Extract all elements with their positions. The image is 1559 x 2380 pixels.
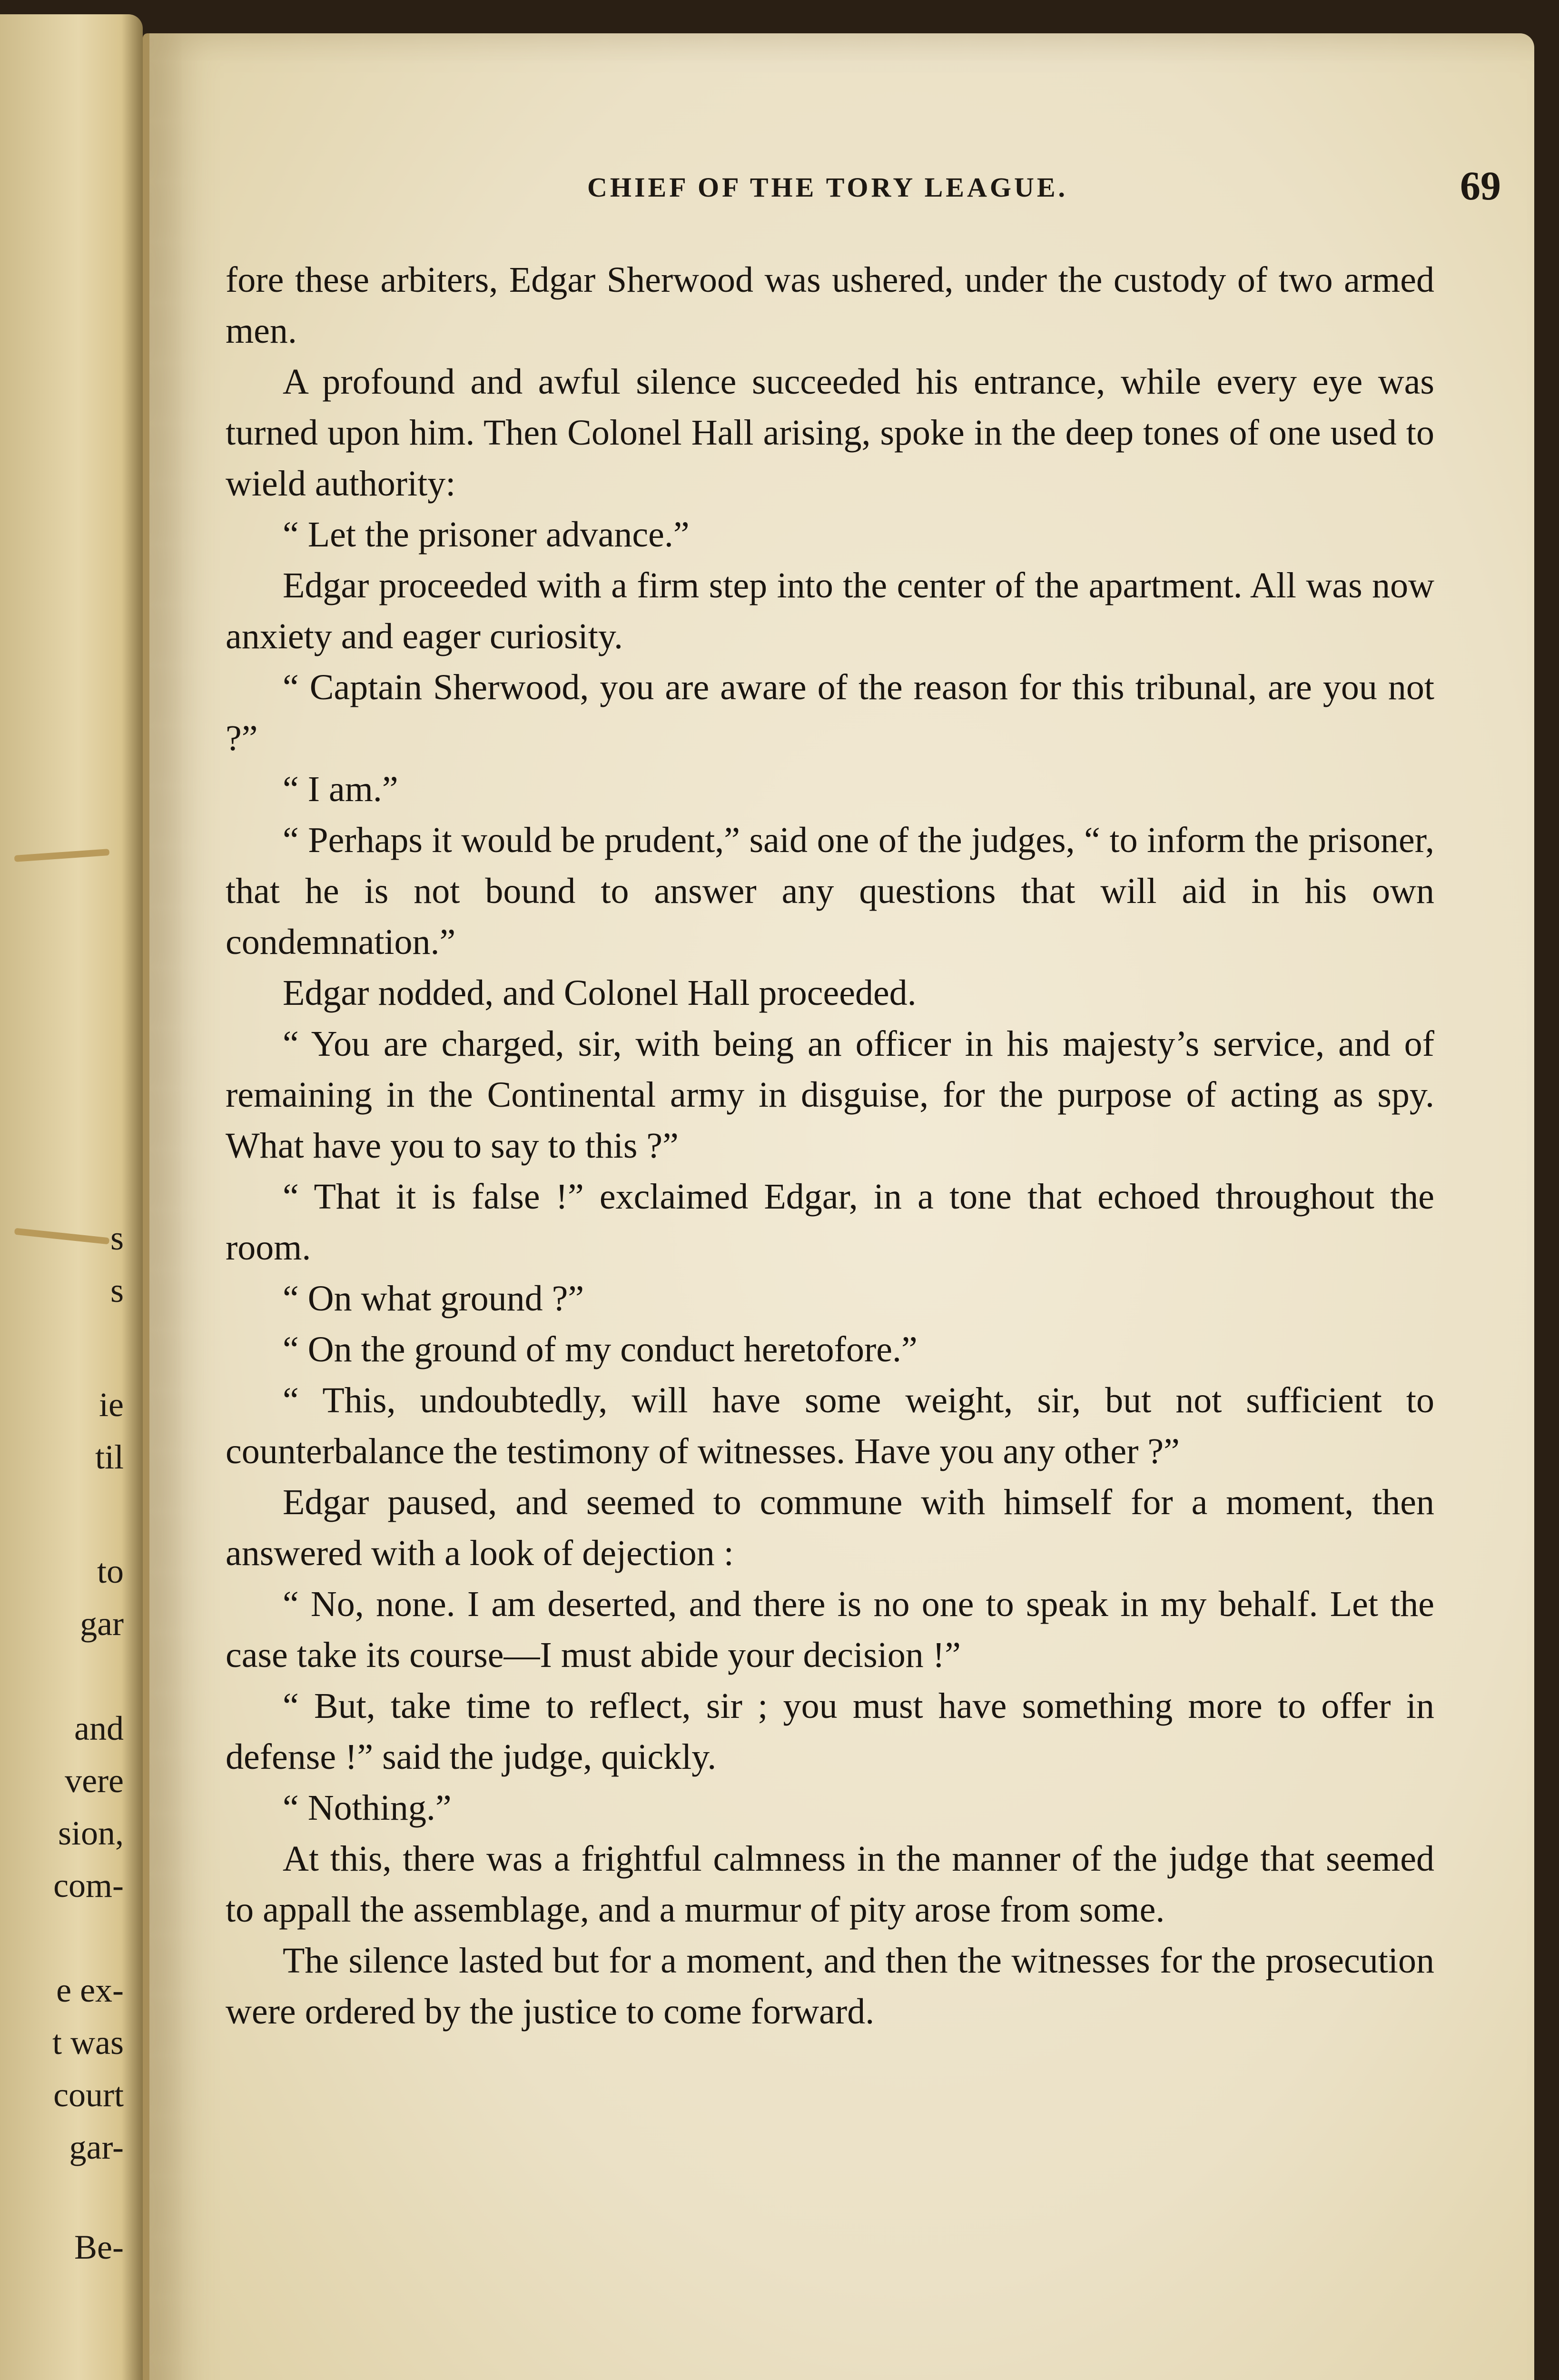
body-text [226, 255, 1434, 2037]
paragraph: Edgar nodded, and Colonel Hall proceeded. [283, 973, 917, 1013]
paragraph: The silence lasted but for a moment, and then the witnesses for the prosecution were ordered by the justice to come forward. [226, 1941, 1434, 2032]
left-page-fragment: vere [65, 1762, 124, 1800]
page-header [149, 152, 1506, 209]
left-page-fragment: court [53, 2076, 124, 2114]
paragraph: Edgar paused, and seemed to commune with himself for a moment, then answered with a look of dejection : [226, 1482, 1434, 1573]
left-page-edge [0, 14, 143, 2380]
left-page-fragment: gar [80, 1605, 124, 1643]
left-page-fragment: Be- [74, 2228, 124, 2266]
left-page-fragment: gar- [69, 2128, 124, 2166]
paragraph: “ That it is false !” exclaimed Edgar, in a tone that echoed throughout the room. [226, 1177, 1434, 1268]
left-page-fragment: sion, [58, 1814, 124, 1852]
left-page-fragment: t was [52, 2023, 124, 2062]
paragraph: “ On what ground ?” [283, 1279, 584, 1319]
paragraph: At this, there was a frightful calmness in the manner of the judge that seemed to appall the assemblage, and a murmur of pity arose from some. [226, 1839, 1434, 1930]
paragraph: “ Let the prisoner advance.” [283, 515, 690, 555]
paragraph: Edgar proceeded with a firm step into the center of the apartment. All was now anxiety and eager curiosity. [226, 565, 1434, 656]
left-page-fragment: s [110, 1271, 124, 1309]
paragraph: “ Captain Sherwood, you are aware of the reason for this tribunal, are you not ?” [226, 667, 1434, 758]
paragraph: “ Perhaps it would be prudent,” said one of the judges, “ to inform the prisoner, that he is not bound to answer any questions that will aid in his own condemnation.” [226, 820, 1434, 962]
binding-thread [14, 1228, 109, 1245]
page-number: 69 [1460, 163, 1501, 208]
paragraph: “ You are charged, sir, with being an officer in his majesty’s service, and of remaining in the Continental army in disguise, for the purpose of acting as spy. What have you to say to this ?” [226, 1024, 1434, 1166]
paragraph: “ On the ground of my conduct heretofore.” [283, 1329, 918, 1369]
left-page-fragment: and [74, 1709, 124, 1747]
left-page-fragment: com- [53, 1866, 124, 1904]
running-title: CHIEF OF THE TORY LEAGUE. [587, 172, 1068, 203]
paragraph: “ No, none. I am deserted, and there is no one to speak in my behalf. Let the case take its course—I must abide your decision !” [226, 1584, 1434, 1675]
paragraph: “ I am.” [283, 769, 398, 809]
binding-thread [14, 849, 109, 862]
paragraph: “ This, undoubtedly, will have some weight, sir, but not sufficient to counterbalance the testimony of witnesses. Have you any other ?” [226, 1380, 1434, 1471]
left-page-fragment: ie [99, 1386, 124, 1424]
paragraph: A profound and awful silence succeeded his entrance, while every eye was turned upon him. Then Colonel Hall arising, spoke in the deep tones of one used to wield authority: [226, 362, 1434, 504]
left-page-fragment: to [97, 1552, 124, 1590]
book-page [143, 33, 1534, 2380]
left-page-fragment: s [110, 1219, 124, 1257]
paragraph: fore these arbiters, Edgar Sherwood was ushered, under the custody of two armed men. [226, 260, 1434, 351]
paragraph: “ Nothing.” [283, 1788, 452, 1828]
left-page-fragment: til [95, 1438, 124, 1476]
paragraph: “ But, take time to reflect, sir ; you must have something more to offer in defense !” said the judge, quickly. [226, 1686, 1434, 1777]
left-page-fragment: e ex- [56, 1971, 124, 2009]
